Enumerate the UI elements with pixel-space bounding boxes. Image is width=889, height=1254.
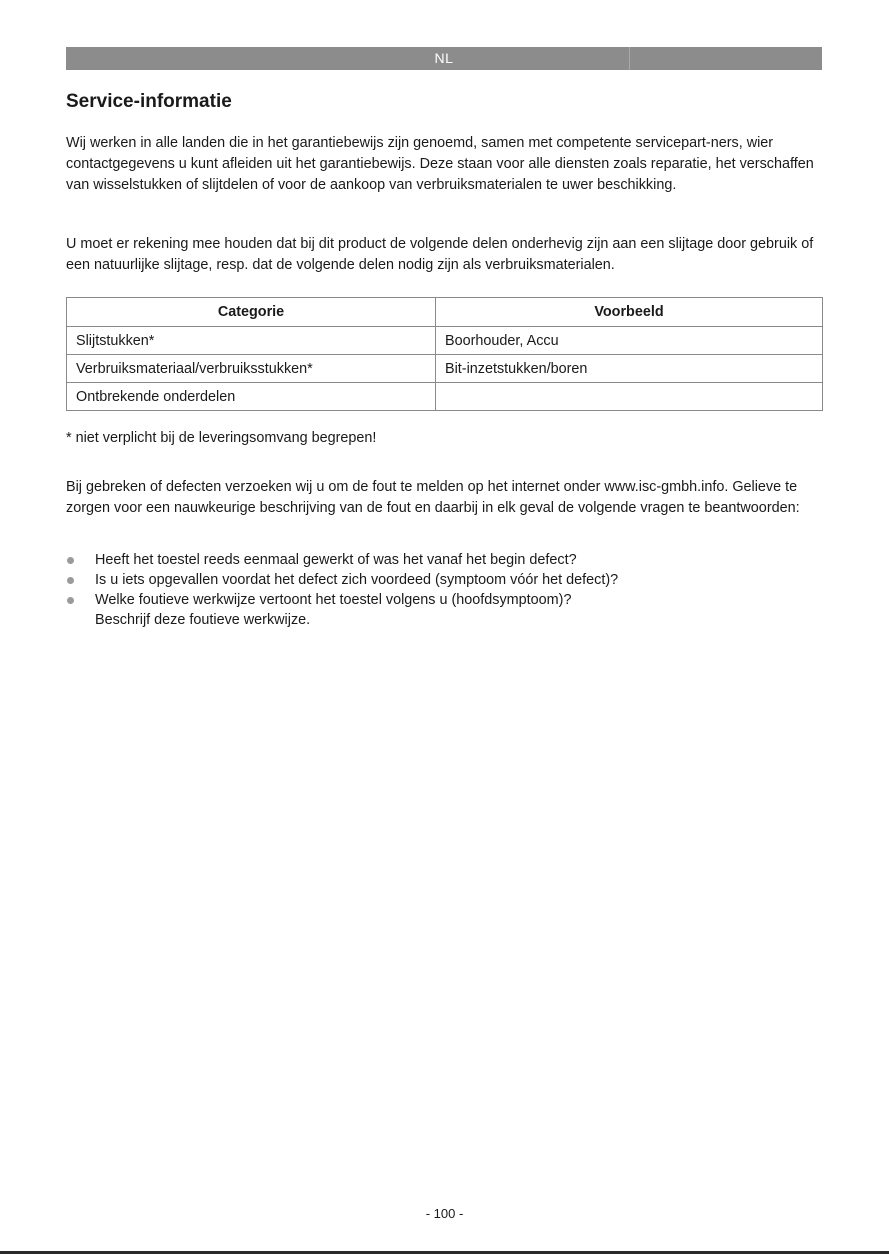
bullet-icon bbox=[67, 557, 74, 564]
list-item bbox=[66, 550, 826, 570]
column-header-example: Voorbeeld bbox=[436, 298, 823, 327]
table-cell-category: Slijtstukken* bbox=[67, 327, 436, 355]
column-header-category: Categorie bbox=[67, 298, 436, 327]
table-row bbox=[67, 327, 823, 355]
header-divider bbox=[629, 47, 630, 70]
page-title: Service-informatie bbox=[66, 91, 232, 112]
language-header-bar bbox=[66, 47, 822, 70]
table-row bbox=[67, 355, 823, 383]
list-item bbox=[66, 570, 826, 590]
question-text: Welke foutieve werkwijze vertoont het toestel volgens u (hoofdsymptoom)? bbox=[95, 592, 572, 608]
language-label: NL bbox=[434, 50, 454, 66]
report-paragraph: Bij gebreken of defecten verzoeken wij u om de fout te melden op het internet onder www.isc-gmbh.info. Gelieve te zorgen voor een nauwkeurige beschrijving van de fout en daarbij in elk geval de volgende vragen te beantwoorden: bbox=[66, 479, 800, 516]
table-header-row bbox=[67, 298, 823, 327]
table-cell-category: Ontbrekende onderdelen bbox=[67, 383, 436, 411]
footnote: * niet verplicht bij de leveringsomvang begrepen! bbox=[66, 430, 377, 446]
wear-paragraph: U moet er rekening mee houden dat bij dit product de volgende delen onderhevig zijn aan een slijtage door gebruik of een natuurlijke slijtage, resp. dat de volgende delen nodig zijn als verbruiksmaterialen. bbox=[66, 236, 814, 273]
table-cell-example: Boorhouder, Accu bbox=[436, 327, 823, 355]
parts-table bbox=[66, 297, 823, 411]
question-list bbox=[66, 550, 826, 630]
bullet-icon bbox=[67, 597, 74, 604]
table-cell-example bbox=[436, 383, 823, 411]
list-item bbox=[66, 590, 826, 630]
table-row bbox=[67, 383, 823, 411]
bullet-icon bbox=[67, 577, 74, 584]
intro-paragraph: Wij werken in alle landen die in het garantiebewijs zijn genoemd, samen met competente servicepart-ners, wier contactgegevens u kunt afleiden uit het garantiebewijs. Deze staan voor alle diensten zoals reparatie, het verschaffen van wisselstukken of slijtdelen of voor de aankoop van verbruiksmaterialen te uwer beschikking. bbox=[66, 135, 814, 193]
question-text: Is u iets opgevallen voordat het defect zich voordeed (symptoom vóór het defect)? bbox=[95, 572, 619, 588]
question-continuation: Beschrijf deze foutieve werkwijze. bbox=[95, 612, 311, 628]
question-text: Heeft het toestel reeds eenmaal gewerkt of was het vanaf het begin defect? bbox=[95, 552, 577, 568]
table-cell-category: Verbruiksmateriaal/verbruiksstukken* bbox=[67, 355, 436, 383]
page-number: - 100 - bbox=[425, 1206, 464, 1221]
table-cell-example: Bit-inzetstukken/boren bbox=[436, 355, 823, 383]
